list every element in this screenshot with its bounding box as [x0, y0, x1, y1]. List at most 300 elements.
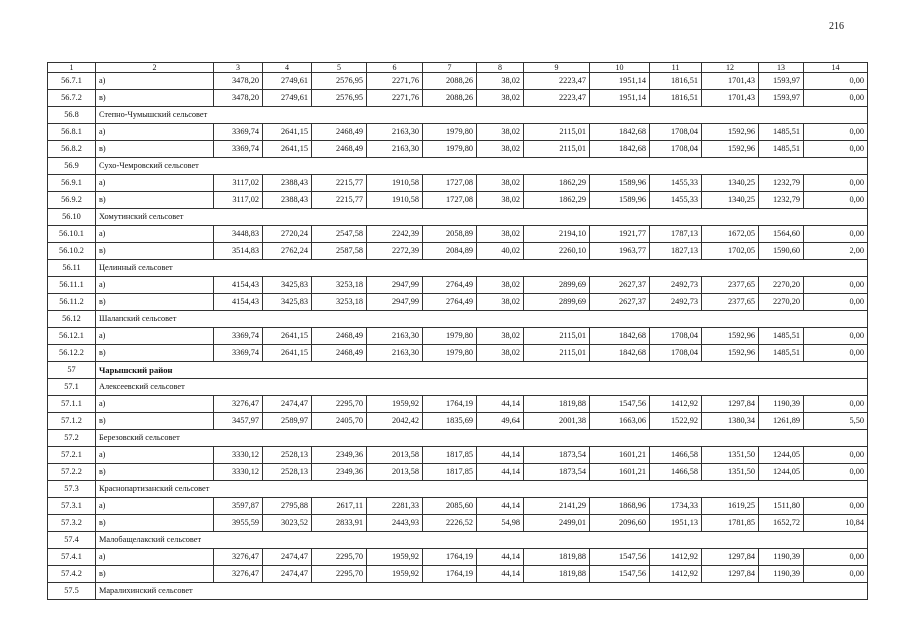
- table-cell: 2013,58: [367, 447, 423, 464]
- table-cell: 1951,14: [590, 90, 650, 107]
- table-cell: 0,00: [804, 549, 868, 566]
- table-cell: 1817,85: [423, 447, 477, 464]
- table-cell: 1232,79: [759, 175, 804, 192]
- column-header: 12: [702, 63, 759, 73]
- table-cell: 2085,60: [423, 498, 477, 515]
- table-row: [48, 566, 868, 583]
- table-cell: 1862,29: [524, 192, 590, 209]
- table-cell: 2474,47: [263, 396, 312, 413]
- table-cell: 2641,15: [263, 124, 312, 141]
- group-row: [48, 532, 868, 549]
- table-cell: 2349,36: [312, 464, 367, 481]
- table-cell: 44,14: [477, 396, 524, 413]
- row-label: а): [96, 549, 214, 566]
- table-cell: 44,14: [477, 464, 524, 481]
- table-cell: 2547,58: [312, 226, 367, 243]
- row-id: 56.8.1: [48, 124, 96, 141]
- table-cell: 0,00: [804, 328, 868, 345]
- table-cell: 2,00: [804, 243, 868, 260]
- table-cell: 2589,97: [263, 413, 312, 430]
- table-cell: 1727,08: [423, 192, 477, 209]
- table-cell: 1380,34: [702, 413, 759, 430]
- table-row: [48, 294, 868, 311]
- table-cell: 0,00: [804, 90, 868, 107]
- table-cell: 1842,68: [590, 345, 650, 362]
- row-id: 57: [48, 362, 96, 379]
- table-cell: 1485,51: [759, 328, 804, 345]
- row-label: в): [96, 515, 214, 532]
- row-id: 57.1.1: [48, 396, 96, 413]
- table-cell: 1951,13: [650, 515, 702, 532]
- table-cell: 3369,74: [214, 141, 263, 158]
- table-cell: 38,02: [477, 226, 524, 243]
- table-cell: 38,02: [477, 277, 524, 294]
- table-cell: 2762,24: [263, 243, 312, 260]
- table-cell: 2749,61: [263, 90, 312, 107]
- row-id: 56.8: [48, 107, 96, 124]
- row-title: Малобащелакский сельсовет: [96, 532, 868, 549]
- row-title: Алексеевский сельсовет: [96, 379, 868, 396]
- column-header: 6: [367, 63, 423, 73]
- column-header: 3: [214, 63, 263, 73]
- group-row: [48, 379, 868, 396]
- table-cell: 2468,49: [312, 124, 367, 141]
- table-cell: 2947,99: [367, 277, 423, 294]
- table-cell: 38,02: [477, 328, 524, 345]
- table-cell: 2468,49: [312, 328, 367, 345]
- row-id: 56.11.2: [48, 294, 96, 311]
- row-label: в): [96, 192, 214, 209]
- table-cell: 1963,77: [590, 243, 650, 260]
- row-id: 57.2.2: [48, 464, 96, 481]
- table-cell: 3369,74: [214, 345, 263, 362]
- table-cell: 0,00: [804, 141, 868, 158]
- table-cell: 1190,39: [759, 566, 804, 583]
- table-row: [48, 124, 868, 141]
- header-row: [48, 63, 868, 73]
- table-cell: 3514,83: [214, 243, 263, 260]
- table-cell: 1652,72: [759, 515, 804, 532]
- table-cell: 2141,29: [524, 498, 590, 515]
- table-cell: 2377,65: [702, 294, 759, 311]
- table-cell: 44,14: [477, 447, 524, 464]
- row-title: Краснопартизанский сельсовет: [96, 481, 868, 498]
- table-cell: 2720,24: [263, 226, 312, 243]
- table-row: [48, 413, 868, 430]
- table-cell: 2271,76: [367, 73, 423, 90]
- row-title: Целинный сельсовет: [96, 260, 868, 277]
- row-label: в): [96, 413, 214, 430]
- table-cell: 44,14: [477, 549, 524, 566]
- table-cell: 1764,19: [423, 396, 477, 413]
- row-label: в): [96, 141, 214, 158]
- table-cell: 1485,51: [759, 124, 804, 141]
- table-cell: 2499,01: [524, 515, 590, 532]
- row-id: 56.9.1: [48, 175, 96, 192]
- table-cell: 1819,88: [524, 549, 590, 566]
- table-cell: 1412,92: [650, 396, 702, 413]
- table-cell: 1297,84: [702, 549, 759, 566]
- table-cell: 1819,88: [524, 566, 590, 583]
- table-row: [48, 141, 868, 158]
- table-cell: 2223,47: [524, 90, 590, 107]
- table-cell: 2226,52: [423, 515, 477, 532]
- table-cell: 1663,06: [590, 413, 650, 430]
- table-cell: 1764,19: [423, 566, 477, 583]
- table-cell: 1921,77: [590, 226, 650, 243]
- row-title: Чарышский район: [96, 362, 868, 379]
- group-row: [48, 430, 868, 447]
- table-cell: 3955,59: [214, 515, 263, 532]
- table-cell: 1297,84: [702, 566, 759, 583]
- row-title: Шалапский сельсовет: [96, 311, 868, 328]
- table-cell: 0,00: [804, 124, 868, 141]
- table-cell: 2899,69: [524, 277, 590, 294]
- table-cell: 2468,49: [312, 141, 367, 158]
- table-cell: 1592,96: [702, 124, 759, 141]
- table-cell: 2013,58: [367, 464, 423, 481]
- row-label: в): [96, 243, 214, 260]
- table-cell: 2084,89: [423, 243, 477, 260]
- table-cell: 3448,83: [214, 226, 263, 243]
- table-cell: 2528,13: [263, 464, 312, 481]
- table-cell: 1873,54: [524, 447, 590, 464]
- column-header: 7: [423, 63, 477, 73]
- row-id: 57.2.1: [48, 447, 96, 464]
- table-cell: 1868,96: [590, 498, 650, 515]
- row-id: 56.7.2: [48, 90, 96, 107]
- row-id: 56.7.1: [48, 73, 96, 90]
- row-label: в): [96, 90, 214, 107]
- table-cell: 2764,49: [423, 277, 477, 294]
- row-id: 56.10.2: [48, 243, 96, 260]
- table-cell: 1589,96: [590, 175, 650, 192]
- table-cell: 1455,33: [650, 192, 702, 209]
- table-cell: 1701,43: [702, 73, 759, 90]
- table-cell: 3330,12: [214, 447, 263, 464]
- table-cell: 0,00: [804, 294, 868, 311]
- table-cell: 3478,20: [214, 73, 263, 90]
- table-cell: 1979,80: [423, 345, 477, 362]
- table-cell: 1672,05: [702, 226, 759, 243]
- table-cell: 2641,15: [263, 328, 312, 345]
- table-row: [48, 73, 868, 90]
- row-label: а): [96, 73, 214, 90]
- table-cell: 2474,47: [263, 566, 312, 583]
- table-cell: 1873,54: [524, 464, 590, 481]
- table-row: [48, 396, 868, 413]
- table-cell: 2899,69: [524, 294, 590, 311]
- table-cell: 2587,58: [312, 243, 367, 260]
- table-cell: 2749,61: [263, 73, 312, 90]
- table-cell: 2115,01: [524, 141, 590, 158]
- table-cell: 2947,99: [367, 294, 423, 311]
- row-label: а): [96, 226, 214, 243]
- row-id: 57.4.2: [48, 566, 96, 583]
- table-cell: 2576,95: [312, 90, 367, 107]
- table-cell: 2295,70: [312, 566, 367, 583]
- row-id: 57.5: [48, 583, 96, 600]
- table-cell: 2194,10: [524, 226, 590, 243]
- row-label: в): [96, 294, 214, 311]
- table-cell: 4154,43: [214, 277, 263, 294]
- table-cell: 1455,33: [650, 175, 702, 192]
- table-row: [48, 192, 868, 209]
- table-cell: 2576,95: [312, 73, 367, 90]
- table-cell: 1959,92: [367, 549, 423, 566]
- row-id: 56.12.2: [48, 345, 96, 362]
- table-cell: 1734,33: [650, 498, 702, 515]
- row-id: 56.10.1: [48, 226, 96, 243]
- table-cell: 1835,69: [423, 413, 477, 430]
- table-cell: 1590,60: [759, 243, 804, 260]
- table-cell: 2270,20: [759, 277, 804, 294]
- table-row: [48, 226, 868, 243]
- table-cell: 0,00: [804, 498, 868, 515]
- table-cell: 2641,15: [263, 141, 312, 158]
- row-label: а): [96, 447, 214, 464]
- table-row: [48, 447, 868, 464]
- table-cell: 38,02: [477, 73, 524, 90]
- table-cell: 2617,11: [312, 498, 367, 515]
- table-cell: 0,00: [804, 396, 868, 413]
- table-cell: 2115,01: [524, 345, 590, 362]
- row-title: Березовский сельсовет: [96, 430, 868, 447]
- table-cell: 2349,36: [312, 447, 367, 464]
- table-cell: 0,00: [804, 277, 868, 294]
- group-row: [48, 481, 868, 498]
- table-cell: 2492,73: [650, 294, 702, 311]
- table-cell: 1412,92: [650, 566, 702, 583]
- table-cell: 3023,52: [263, 515, 312, 532]
- table-cell: 38,02: [477, 141, 524, 158]
- section-row: [48, 362, 868, 379]
- row-id: 56.12.1: [48, 328, 96, 345]
- table-cell: 1781,85: [702, 515, 759, 532]
- table-cell: 38,02: [477, 90, 524, 107]
- table-cell: 1910,58: [367, 175, 423, 192]
- table-cell: 1340,25: [702, 192, 759, 209]
- row-id: 57.1: [48, 379, 96, 396]
- table-cell: 2096,60: [590, 515, 650, 532]
- table-cell: 1589,96: [590, 192, 650, 209]
- table-cell: 5,50: [804, 413, 868, 430]
- table-cell: 2528,13: [263, 447, 312, 464]
- table-cell: 2377,65: [702, 277, 759, 294]
- table-cell: 4154,43: [214, 294, 263, 311]
- row-label: а): [96, 124, 214, 141]
- table-cell: 3369,74: [214, 124, 263, 141]
- table-cell: 1564,60: [759, 226, 804, 243]
- row-id: 56.10: [48, 209, 96, 226]
- table-row: [48, 515, 868, 532]
- table-cell: 2215,77: [312, 192, 367, 209]
- table-cell: 3330,12: [214, 464, 263, 481]
- table-cell: 2627,37: [590, 294, 650, 311]
- row-title: Степно-Чумышский сельсовет: [96, 107, 868, 124]
- table-cell: 2270,20: [759, 294, 804, 311]
- table-cell: 1979,80: [423, 328, 477, 345]
- table-cell: 1959,92: [367, 566, 423, 583]
- table-row: [48, 498, 868, 515]
- table-cell: 1764,19: [423, 549, 477, 566]
- row-id: 57.1.2: [48, 413, 96, 430]
- table-cell: 38,02: [477, 345, 524, 362]
- table-cell: 2474,47: [263, 549, 312, 566]
- table-row: [48, 328, 868, 345]
- row-id: 57.2: [48, 430, 96, 447]
- table-cell: 1910,58: [367, 192, 423, 209]
- table-cell: 2001,38: [524, 413, 590, 430]
- table-cell: 1708,04: [650, 124, 702, 141]
- table-cell: 2042,42: [367, 413, 423, 430]
- table-cell: 1601,21: [590, 447, 650, 464]
- table-cell: 1862,29: [524, 175, 590, 192]
- table-row: [48, 90, 868, 107]
- table-cell: 2388,43: [263, 175, 312, 192]
- row-title: Хомутинский сельсовет: [96, 209, 868, 226]
- table-cell: 2115,01: [524, 328, 590, 345]
- table-cell: 1951,14: [590, 73, 650, 90]
- table-cell: 3276,47: [214, 396, 263, 413]
- table-cell: 0,00: [804, 226, 868, 243]
- row-label: а): [96, 396, 214, 413]
- table-cell: 1547,56: [590, 549, 650, 566]
- row-id: 56.11: [48, 260, 96, 277]
- table-cell: 1701,43: [702, 90, 759, 107]
- table-cell: 1817,85: [423, 464, 477, 481]
- table-cell: 2271,76: [367, 90, 423, 107]
- table-cell: 0,00: [804, 345, 868, 362]
- row-id: 56.11.1: [48, 277, 96, 294]
- table-cell: 1190,39: [759, 549, 804, 566]
- table-cell: 2641,15: [263, 345, 312, 362]
- table-cell: 1351,50: [702, 447, 759, 464]
- table-cell: 0,00: [804, 447, 868, 464]
- table-cell: 1787,13: [650, 226, 702, 243]
- table-cell: 2058,89: [423, 226, 477, 243]
- column-header: 5: [312, 63, 367, 73]
- table-cell: 3369,74: [214, 328, 263, 345]
- table-cell: 38,02: [477, 175, 524, 192]
- table-cell: 3253,18: [312, 294, 367, 311]
- table-cell: 2833,91: [312, 515, 367, 532]
- table-cell: 1244,05: [759, 464, 804, 481]
- table-cell: 2215,77: [312, 175, 367, 192]
- group-row: [48, 260, 868, 277]
- table-cell: 1547,56: [590, 396, 650, 413]
- table-cell: 38,02: [477, 192, 524, 209]
- table-cell: 1593,97: [759, 73, 804, 90]
- group-row: [48, 311, 868, 328]
- page-number: 216: [829, 21, 844, 32]
- table-cell: 2295,70: [312, 549, 367, 566]
- row-title: Сухо-Чемровский сельсовет: [96, 158, 868, 175]
- table-cell: 1979,80: [423, 141, 477, 158]
- table-cell: 1466,58: [650, 464, 702, 481]
- table-cell: 3425,83: [263, 294, 312, 311]
- table-cell: 2281,33: [367, 498, 423, 515]
- table-cell: 1593,97: [759, 90, 804, 107]
- table-cell: 3597,87: [214, 498, 263, 515]
- group-row: [48, 158, 868, 175]
- table-cell: 1708,04: [650, 328, 702, 345]
- table-cell: 1547,56: [590, 566, 650, 583]
- table-cell: 0,00: [804, 192, 868, 209]
- table-cell: 1816,51: [650, 90, 702, 107]
- table-cell: 2272,39: [367, 243, 423, 260]
- table-cell: 1412,92: [650, 549, 702, 566]
- table-cell: 2492,73: [650, 277, 702, 294]
- table-row: [48, 277, 868, 294]
- table-cell: 2163,30: [367, 328, 423, 345]
- column-header: 8: [477, 63, 524, 73]
- table-cell: 1601,21: [590, 464, 650, 481]
- row-label: в): [96, 566, 214, 583]
- row-id: 57.3.1: [48, 498, 96, 515]
- table-cell: 3425,83: [263, 277, 312, 294]
- table-cell: 1522,92: [650, 413, 702, 430]
- table-cell: 2627,37: [590, 277, 650, 294]
- table-cell: 1351,50: [702, 464, 759, 481]
- row-label: а): [96, 498, 214, 515]
- table-cell: 1959,92: [367, 396, 423, 413]
- table-cell: 2163,30: [367, 345, 423, 362]
- table-cell: 1702,05: [702, 243, 759, 260]
- table-cell: 1485,51: [759, 345, 804, 362]
- row-id: 56.9.2: [48, 192, 96, 209]
- table-cell: 3457,97: [214, 413, 263, 430]
- table-cell: 2468,49: [312, 345, 367, 362]
- group-row: [48, 107, 868, 124]
- table-cell: 2260,10: [524, 243, 590, 260]
- column-header: 14: [804, 63, 868, 73]
- table-cell: 2115,01: [524, 124, 590, 141]
- table-row: [48, 345, 868, 362]
- table-cell: 0,00: [804, 73, 868, 90]
- row-id: 57.3: [48, 481, 96, 498]
- row-id: 56.8.2: [48, 141, 96, 158]
- table-cell: 40,02: [477, 243, 524, 260]
- table-cell: 38,02: [477, 294, 524, 311]
- table-cell: 2764,49: [423, 294, 477, 311]
- table-cell: 2163,30: [367, 124, 423, 141]
- column-header: 9: [524, 63, 590, 73]
- row-id: 57.4.1: [48, 549, 96, 566]
- table-cell: 0,00: [804, 566, 868, 583]
- column-header: 1: [48, 63, 96, 73]
- table-cell: 49,64: [477, 413, 524, 430]
- table-cell: 1819,88: [524, 396, 590, 413]
- row-id: 56.12: [48, 311, 96, 328]
- row-id: 57.4: [48, 532, 96, 549]
- table-cell: 1485,51: [759, 141, 804, 158]
- table-cell: 2088,26: [423, 90, 477, 107]
- table-cell: 2163,30: [367, 141, 423, 158]
- table-cell: 44,14: [477, 566, 524, 583]
- table-cell: 1842,68: [590, 141, 650, 158]
- table-cell: 1708,04: [650, 141, 702, 158]
- row-label: в): [96, 345, 214, 362]
- row-id: 57.3.2: [48, 515, 96, 532]
- row-label: а): [96, 175, 214, 192]
- table-row: [48, 549, 868, 566]
- table-cell: 10,84: [804, 515, 868, 532]
- table-cell: 0,00: [804, 464, 868, 481]
- table-cell: 1244,05: [759, 447, 804, 464]
- table-cell: 38,02: [477, 124, 524, 141]
- row-id: 56.9: [48, 158, 96, 175]
